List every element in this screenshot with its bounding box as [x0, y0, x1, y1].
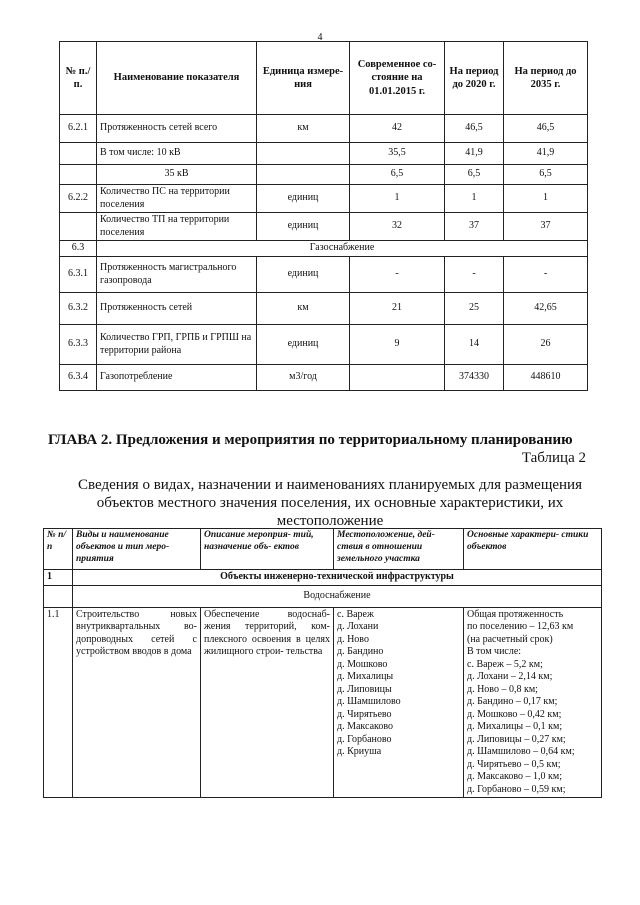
- col-header: № п/п: [44, 529, 73, 570]
- value-2020: 6,5: [445, 165, 504, 185]
- indicator-name: Протяженность магистрального газопровода: [97, 257, 257, 293]
- list-item: д. Горбаново: [337, 733, 392, 745]
- table-label: Таблица 2: [521, 450, 586, 466]
- value-2035: 46,5: [504, 115, 588, 143]
- list-item: по поселению – 12,63 км: [467, 621, 574, 632]
- list-item: д. Мошково: [337, 658, 388, 670]
- current-value: 21: [350, 293, 445, 325]
- row-number: 1.1: [44, 607, 73, 798]
- table-header-row: [44, 529, 602, 570]
- table-caption: Сведения о видах, назначении и наименованиях планируемых для размещения объектов местного значения поселения, их основные характеристики, их местоположение: [77, 477, 582, 529]
- indicator-name: 35 кВ: [97, 165, 257, 185]
- list-item: д. Бандино – 0,17 км;: [467, 696, 558, 707]
- col-header: Основные характери- стики объектов: [464, 529, 602, 570]
- list-item: с. Вареж – 5,2 км;: [467, 658, 543, 670]
- list-item: с. Вареж: [337, 608, 374, 620]
- indicator-name: Протяженность сетей: [97, 293, 257, 325]
- value-2020: -: [445, 257, 504, 293]
- list-item: д. Липовицы – 0,27 км;: [467, 733, 566, 745]
- chapter-title: ГЛАВА 2. Предложения и мероприятия по территориальному планированию: [48, 432, 573, 448]
- section-title: Газоснабжение: [97, 241, 588, 257]
- row-number: [60, 143, 97, 165]
- list-item: д. Ново: [337, 633, 369, 645]
- current-value: [350, 365, 445, 391]
- value-2035: 1: [504, 185, 588, 213]
- row-number: 6.3.2: [60, 293, 97, 325]
- current-value: 6,5: [350, 165, 445, 185]
- col-header: Современное со- стояние на 01.01.2015 г.: [350, 42, 445, 115]
- row-number: 6.3.4: [60, 365, 97, 391]
- row-number: 6.3.1: [60, 257, 97, 293]
- section-title: Объекты инженерно-технической инфраструктуры: [73, 570, 602, 586]
- unit-cell: единиц: [257, 257, 350, 293]
- indicator-name: Количество ГРП, ГРПБ и ГРПШ на территории района: [97, 325, 257, 365]
- object-type: Строительство новых внутриквартальных во- допроводных сетей с устройством вводов в дома: [73, 607, 201, 798]
- current-value: 42: [350, 115, 445, 143]
- unit-cell: [257, 165, 350, 185]
- object-description: Обеспечение водоснаб- жения территорий, ком- плексного освоения в целях жилищного строи- тельства: [201, 607, 334, 798]
- row-number: 6.3.3: [60, 325, 97, 365]
- subsection-title: Водоснабжение: [73, 585, 602, 607]
- row-number: [60, 213, 97, 241]
- unit-cell: единиц: [257, 185, 350, 213]
- list-item: д. Чирятьево: [337, 708, 392, 720]
- object-locations: [334, 607, 464, 798]
- row-number: 6.3: [60, 241, 97, 257]
- unit-cell: км: [257, 293, 350, 325]
- list-item: д. Михалицы: [337, 671, 394, 682]
- value-2035: 42,65: [504, 293, 588, 325]
- list-item: д. Липовицы: [337, 683, 392, 695]
- indicators-table: [59, 41, 588, 391]
- list-item: д. Максаково – 1,0 км;: [467, 771, 562, 782]
- row-number: 6.2.1: [60, 115, 97, 143]
- value-2020: 1: [445, 185, 504, 213]
- list-item: д. Лохани – 2,14 км;: [467, 671, 553, 682]
- indicator-name: Количество ТП на территории поселения: [97, 213, 257, 241]
- col-header: № п./п.: [60, 42, 97, 115]
- value-2020: 25: [445, 293, 504, 325]
- value-2035: 41,9: [504, 143, 588, 165]
- planned-objects-table: [43, 528, 602, 798]
- value-2020: 14: [445, 325, 504, 365]
- list-item: Общая протяженность: [467, 608, 564, 620]
- list-item: д. Шамшилово – 0,64 км;: [467, 746, 575, 757]
- col-header: На период до 2020 г.: [445, 42, 504, 115]
- unit-cell: единиц: [257, 325, 350, 365]
- col-header: Единица измере- ния: [257, 42, 350, 115]
- table-row: [60, 213, 588, 241]
- col-header: На период до 2035 г.: [504, 42, 588, 115]
- table-row: [60, 241, 588, 257]
- table-row: [60, 165, 588, 185]
- value-2035: -: [504, 257, 588, 293]
- value-2035: 448610: [504, 365, 588, 391]
- unit-cell: единиц: [257, 213, 350, 241]
- list-item: д. Бандино: [337, 646, 384, 657]
- object-characteristics: [464, 607, 602, 798]
- unit-cell: м3/год: [257, 365, 350, 391]
- list-item: д. Горбаново – 0,59 км;: [467, 783, 566, 795]
- indicator-name: Газопотребление: [97, 365, 257, 391]
- table-row: [60, 115, 588, 143]
- value-2020: 37: [445, 213, 504, 241]
- subsection-row: [44, 585, 602, 607]
- table-row: [60, 143, 588, 165]
- list-item: д. Ново – 0,8 км;: [467, 683, 538, 695]
- table-row: [60, 365, 588, 391]
- current-value: 9: [350, 325, 445, 365]
- current-value: 32: [350, 213, 445, 241]
- list-item: д. Лохани: [337, 621, 379, 632]
- table-row: [44, 607, 602, 798]
- table-row: [60, 293, 588, 325]
- current-value: 35,5: [350, 143, 445, 165]
- value-2035: 37: [504, 213, 588, 241]
- list-item: д. Чирятьево – 0,5 км;: [467, 758, 561, 770]
- table-row: [60, 185, 588, 213]
- value-2020: 46,5: [445, 115, 504, 143]
- col-header: Наименование показателя: [97, 42, 257, 115]
- indicator-name: В том числе: 10 кВ: [97, 143, 257, 165]
- table-row: [60, 257, 588, 293]
- list-item: д. Шамшилово: [337, 696, 401, 707]
- value-2035: 6,5: [504, 165, 588, 185]
- col-header: Виды и наименование объектов и тип меро- приятия: [73, 529, 201, 570]
- value-2020: 374330: [445, 365, 504, 391]
- list-item: д. Криуша: [337, 746, 382, 757]
- row-number: [60, 165, 97, 185]
- list-item: д. Максаково: [337, 721, 394, 732]
- value-2035: 26: [504, 325, 588, 365]
- empty-cell: [44, 585, 73, 607]
- list-item: (на расчетный срок): [467, 633, 553, 645]
- page-number: 4: [317, 32, 323, 43]
- row-number: 6.2.2: [60, 185, 97, 213]
- list-item: д. Михалицы – 0,1 км;: [467, 721, 563, 732]
- table-row: [60, 325, 588, 365]
- unit-cell: [257, 143, 350, 165]
- section-number: 1: [44, 570, 73, 586]
- current-value: -: [350, 257, 445, 293]
- list-item: В том числе:: [467, 646, 522, 657]
- indicator-name: Протяженность сетей всего: [97, 115, 257, 143]
- current-value: 1: [350, 185, 445, 213]
- col-header: Местоположение, дей- ствия в отношении земельного участка: [334, 529, 464, 570]
- unit-cell: км: [257, 115, 350, 143]
- table-header-row: [60, 42, 588, 115]
- list-item: д. Мошково – 0,42 км;: [467, 708, 562, 720]
- indicator-name: Количество ПС на территории поселения: [97, 185, 257, 213]
- value-2020: 41,9: [445, 143, 504, 165]
- section-row: [44, 570, 602, 586]
- col-header: Описание мероприя- тий, назначение объ- ектов: [201, 529, 334, 570]
